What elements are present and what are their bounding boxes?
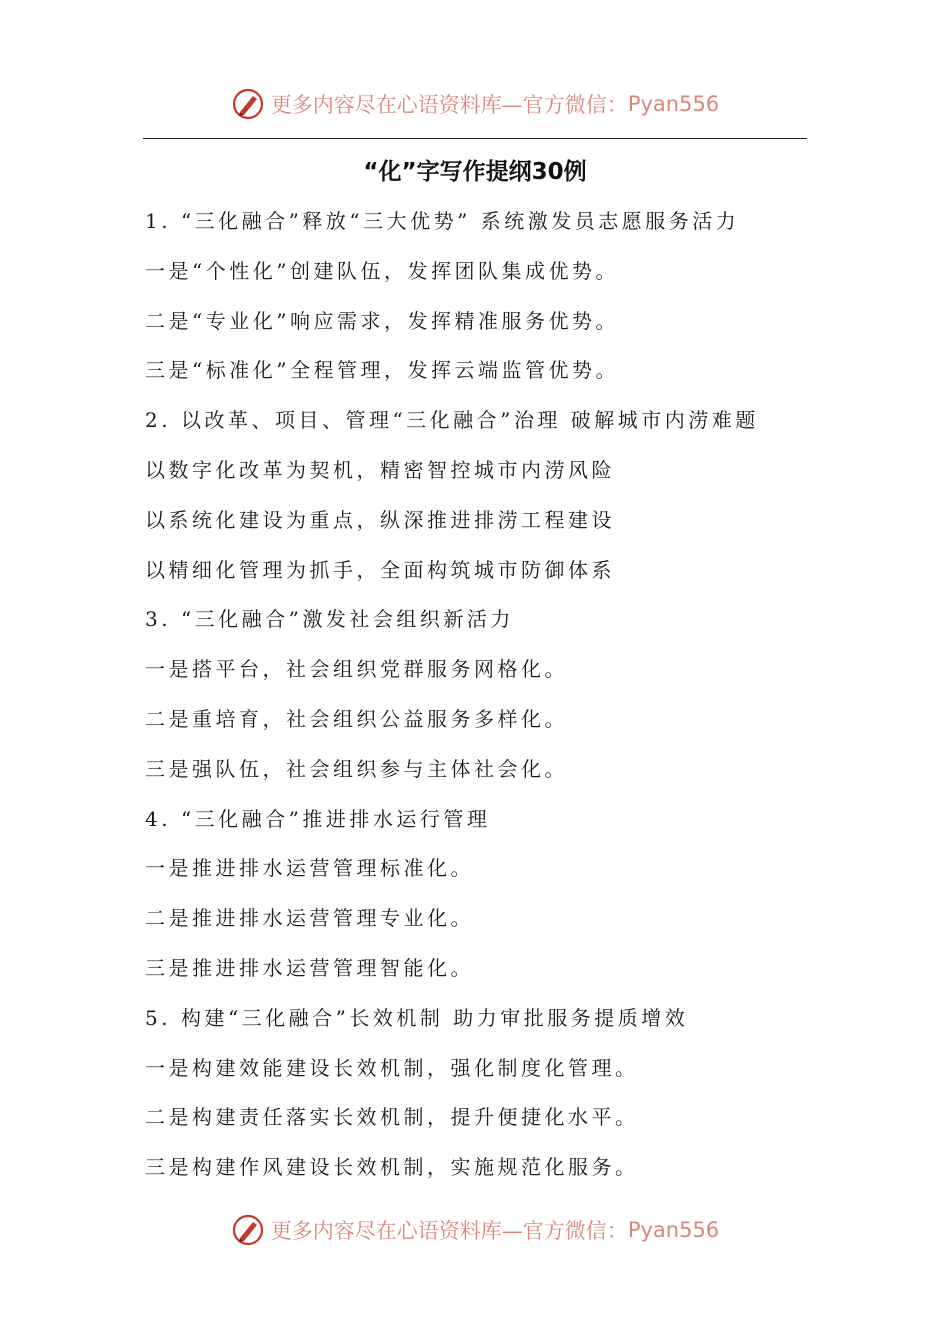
outline-item: 一是推进排水运营管理标准化。 bbox=[145, 856, 474, 881]
pen-logo-icon bbox=[231, 1213, 265, 1247]
pen-logo-icon bbox=[231, 87, 265, 121]
outline-item: 二是推进排水运营管理专业化。 bbox=[145, 906, 474, 931]
outline-item: 以数字化改革为契机，精密智控城市内涝风险 bbox=[145, 457, 615, 482]
outline-item: 以系统化建设为重点，纵深推进排涝工程建设 bbox=[145, 507, 615, 532]
outline-item: 一是“个性化”创建队伍，发挥团队集成优势。 bbox=[145, 258, 619, 283]
watermark-wechat-id: Pyan556 bbox=[627, 1218, 720, 1242]
outline-item: 三是强队伍，社会组织参与主体社会化。 bbox=[145, 756, 568, 781]
footer-watermark bbox=[0, 1210, 950, 1250]
header-watermark bbox=[0, 84, 950, 124]
outline-item: 一是构建效能建设长效机制，强化制度化管理。 bbox=[145, 1055, 639, 1080]
outline-heading-4: 4. “三化融合”推进排水运行管理 bbox=[145, 806, 491, 831]
outline-item: 二是构建责任落实长效机制，提升便捷化水平。 bbox=[145, 1105, 639, 1130]
outline-heading-5: 5. 构建“三化融合”长效机制 助力审批服务提质增效 bbox=[145, 1005, 689, 1030]
outline-item: 一是搭平台，社会组织党群服务网格化。 bbox=[145, 657, 568, 682]
watermark-wechat-id: Pyan556 bbox=[627, 92, 720, 116]
outline-item: 三是“标准化”全程管理，发挥云端监管优势。 bbox=[145, 358, 619, 383]
document-body bbox=[145, 197, 825, 1193]
watermark-text: 更多内容尽在心语资料库—官方微信： bbox=[270, 1219, 628, 1243]
header-divider bbox=[143, 138, 807, 139]
outline-item: 三是推进排水运营管理智能化。 bbox=[145, 955, 474, 980]
outline-heading-2: 2. 以改革、项目、管理“三化融合”治理 破解城市内涝难题 bbox=[145, 408, 759, 433]
outline-item: 以精细化管理为抓手，全面构筑城市防御体系 bbox=[145, 557, 615, 582]
document-title: “化”字写作提纲30例 bbox=[363, 159, 587, 185]
outline-heading-3: 3. “三化融合”激发社会组织新活力 bbox=[145, 607, 514, 632]
outline-item: 二是重培育，社会组织公益服务多样化。 bbox=[145, 706, 568, 731]
watermark-text: 更多内容尽在心语资料库—官方微信： bbox=[270, 93, 628, 117]
outline-item: 二是“专业化”响应需求，发挥精准服务优势。 bbox=[145, 308, 619, 333]
outline-item: 三是构建作风建设长效机制，实施规范化服务。 bbox=[145, 1155, 639, 1180]
outline-heading-1: 1. “三化融合”释放“三大优势” 系统激发员志愿服务活力 bbox=[145, 209, 740, 233]
